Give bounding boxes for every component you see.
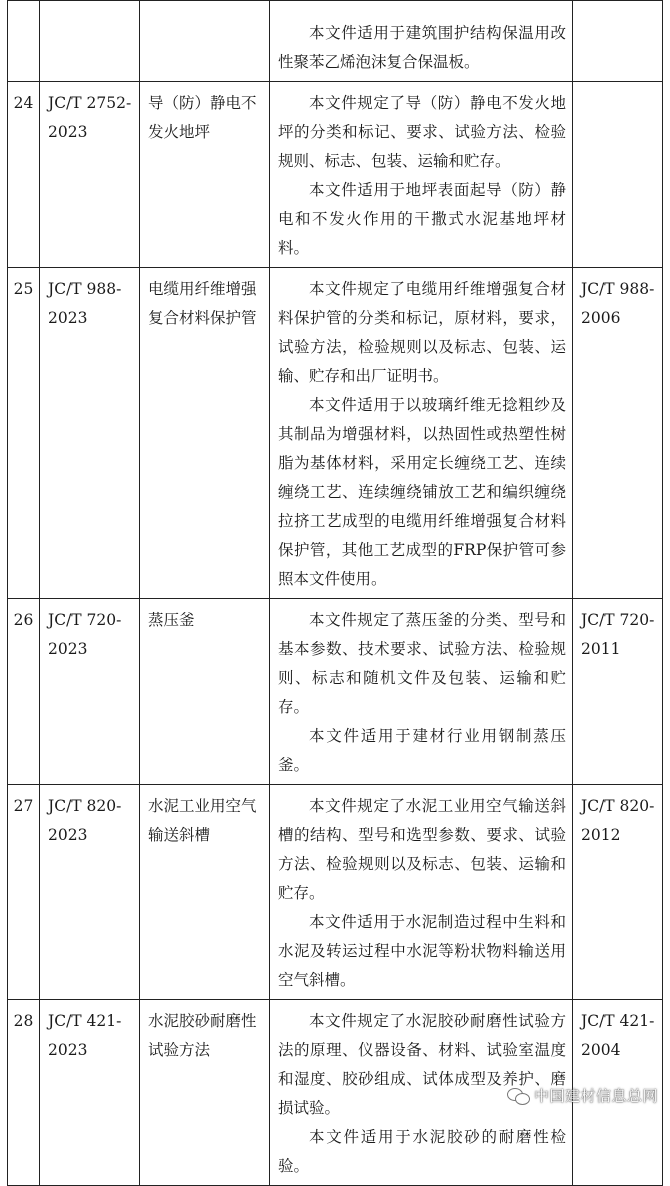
standard-code: JC/T 720-2023 xyxy=(40,599,140,785)
row-number: 26 xyxy=(8,599,40,785)
table-row xyxy=(8,785,663,1000)
replaced-standard: JC/T 820-2012 xyxy=(573,785,663,1000)
watermark xyxy=(507,1085,658,1106)
table-row xyxy=(8,268,663,599)
row-number: 28 xyxy=(8,1000,40,1186)
replaced-standard xyxy=(573,82,663,268)
standard-code: JC/T 820-2023 xyxy=(40,785,140,1000)
table-row xyxy=(8,82,663,268)
standard-code xyxy=(40,1,140,82)
description-paragraph: 本文件适用于以玻璃纤维无捻粗纱及其制品为增强材料，以热固性或热塑性树脂为基体材料，采用定长缠绕工艺、连续缠绕工艺、连续缠绕铺放工艺和编织缠绕拉挤工艺成型的电缆用纤维增强复合材料保护管，其他工艺成型的FRP保护管可参照本文件使用。 xyxy=(278,396,566,588)
description-paragraph: 本文件适用于建材行业用钢制蒸压釜。 xyxy=(278,727,566,774)
description-paragraph: 本文件规定了电缆用纤维增强复合材料保护管的分类和标记，原材料，要求，试验方法，检验规则以及标志、包装、运输、贮存和出厂证明书。 xyxy=(278,280,566,385)
standard-description xyxy=(270,1,573,82)
row-number: 25 xyxy=(8,268,40,599)
standard-code: JC/T 2752-2023 xyxy=(40,82,140,268)
standard-name: 水泥工业用空气输送斜槽 xyxy=(140,785,270,1000)
standard-description xyxy=(270,785,573,1000)
row-number: 27 xyxy=(8,785,40,1000)
standard-description xyxy=(270,268,573,599)
standard-name xyxy=(140,1,270,82)
standard-code: JC/T 421-2023 xyxy=(40,1000,140,1186)
standard-code: JC/T 988-2023 xyxy=(40,268,140,599)
description-paragraph: 本文件适用于水泥制造过程中生料和水泥及转运过程中水泥等粉状物料输送用空气斜槽。 xyxy=(278,913,566,989)
description-paragraph: 本文件规定了水泥胶砂耐磨性试验方法的原理、仪器设备、材料、试验室温度和湿度、胶砂组成、试体成型及养护、磨损试验。 xyxy=(278,1012,566,1117)
standard-name: 导（防）静电不发火地坪 xyxy=(140,82,270,268)
standard-description xyxy=(270,82,573,268)
description-paragraph: 本文件规定了水泥工业用空气输送斜槽的结构、型号和选型参数、要求、试验方法、检验规则以及标志、包装、运输和贮存。 xyxy=(278,797,566,902)
standard-name: 电缆用纤维增强复合材料保护管 xyxy=(140,268,270,599)
watermark-text: 中国建材信息总网 xyxy=(533,1087,658,1105)
description-paragraph: 本文件适用于建筑围护结构保温用改性聚苯乙烯泡沫复合保温板。 xyxy=(278,24,566,71)
description-paragraph: 本文件适用于地坪表面起导（防）静电和不发火作用的干撒式水泥基地坪材料。 xyxy=(278,181,566,257)
standard-description xyxy=(270,599,573,785)
replaced-standard xyxy=(573,1,663,82)
wechat-icon xyxy=(507,1087,529,1105)
replaced-standard: JC/T 720-2011 xyxy=(573,599,663,785)
description-paragraph: 本文件规定了蒸压釜的分类、型号和基本参数、技术要求、试验方法、检验规则、标志和随机文件及包装、运输和贮存。 xyxy=(278,611,566,716)
description-paragraph: 本文件规定了导（防）静电不发火地坪的分类和标记、要求、试验方法、检验规则、标志、包装、运输和贮存。 xyxy=(278,94,566,170)
row-number xyxy=(8,1,40,82)
standard-name: 蒸压釜 xyxy=(140,599,270,785)
table-row xyxy=(8,599,663,785)
standards-table xyxy=(7,0,663,1186)
table-row xyxy=(8,1,663,82)
row-number: 24 xyxy=(8,82,40,268)
replaced-standard: JC/T 988-2006 xyxy=(573,268,663,599)
description-paragraph: 本文件适用于水泥胶砂的耐磨性检验。 xyxy=(278,1128,566,1175)
replaced-standard: JC/T 421-2004 xyxy=(573,1000,663,1186)
standard-name: 水泥胶砂耐磨性试验方法 xyxy=(140,1000,270,1186)
